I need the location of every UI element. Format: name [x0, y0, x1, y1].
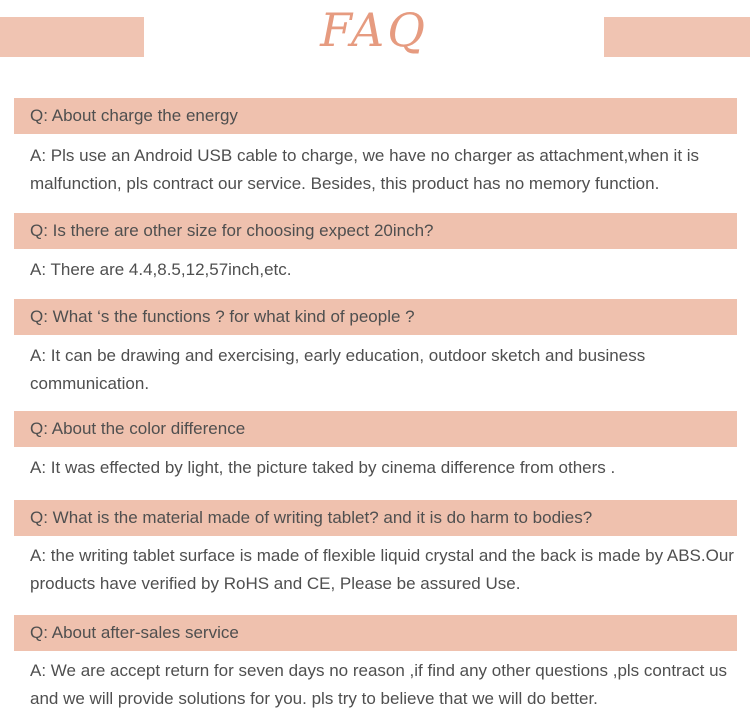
header-bar-right — [604, 17, 750, 57]
faq-question-6: Q: About after-sales service — [14, 615, 737, 651]
faq-question-5: Q: What is the material made of writing tablet? and it is do harm to bodies? — [14, 500, 737, 536]
faq-question-4: Q: About the color difference — [14, 411, 737, 447]
faq-answer-1: A: Pls use an Android USB cable to charge, we have no charger as attachment,when it is malfunction, pls contract our service. Besides, this product has no memory function. — [30, 146, 700, 193]
faq-title: FAQ — [320, 3, 428, 57]
header-bar-left — [0, 17, 144, 57]
faq-answer-3: A: It can be drawing and exercising, early education, outdoor sketch and business communication. — [30, 346, 646, 393]
faq-question-2: Q: Is there are other size for choosing expect 20inch? — [14, 213, 737, 249]
faq-question-1: Q: About charge the energy — [14, 98, 737, 134]
faq-answer-6: A: We are accept return for seven days no reason ,if find any other questions ,pls contract us and we will provide solutions for you. pls try to believe that we will do better. — [30, 661, 728, 708]
faq-header — [0, 0, 750, 68]
faq-question-3: Q: What ‘s the functions ? for what kind of people ? — [14, 299, 737, 335]
faq-answer-2: A: There are 4.4,8.5,12,57inch,etc. — [30, 260, 292, 279]
faq-answer-4: A: It was effected by light, the picture taked by cinema difference from others . — [30, 458, 616, 477]
faq-answer-5: A: the writing tablet surface is made of flexible liquid crystal and the back is made by ABS.Our products have verified by RoHS and CE, Please be assured Use. — [30, 546, 734, 593]
